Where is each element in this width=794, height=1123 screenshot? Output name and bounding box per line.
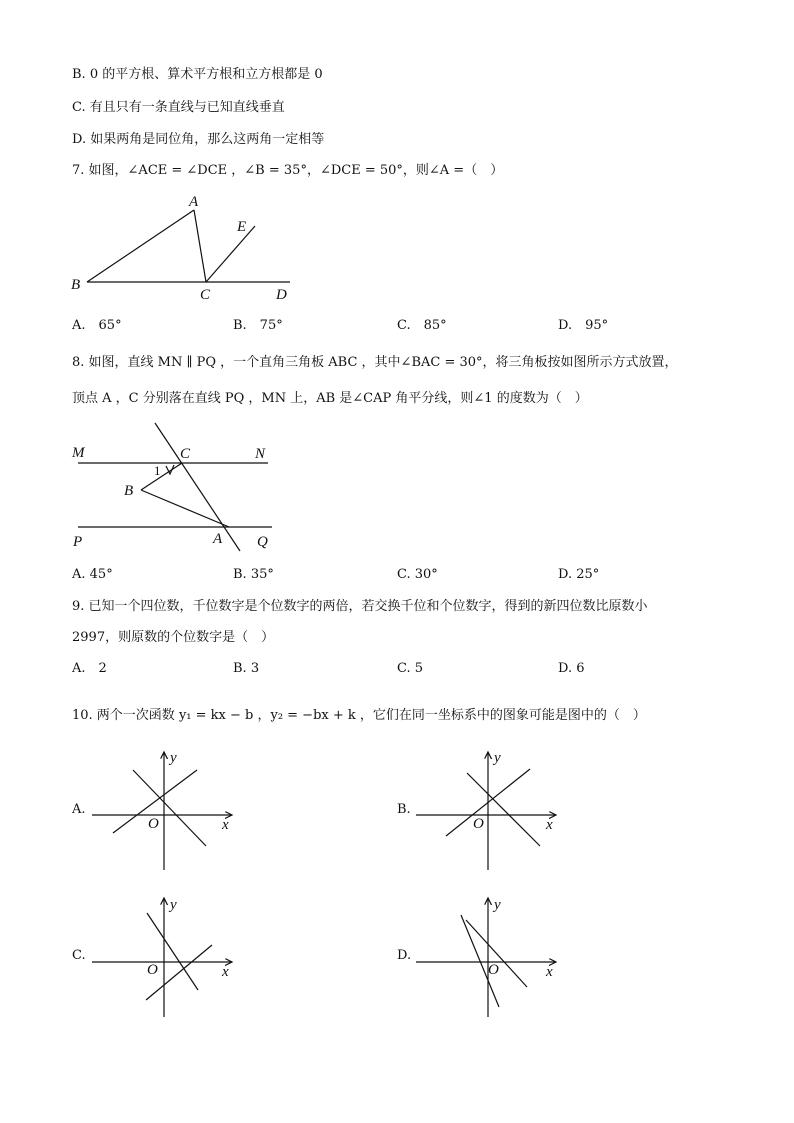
q9-option-a: A. 2 xyxy=(72,661,107,676)
q10-d-y-label: y xyxy=(494,897,501,913)
q8-option-b: B. 35° xyxy=(233,567,274,582)
q7-label-e: E xyxy=(237,219,247,235)
q10-a-x-label: x xyxy=(222,817,229,833)
q10-a-line-2 xyxy=(133,770,206,846)
q9-stem-line1: 9. 已知一个四位数，千位数字是个位数字的两倍，若交换千位和个位数字，得到的新四位数比原数小 xyxy=(72,599,648,614)
q8-option-d: D. 25° xyxy=(558,567,600,582)
q9-option-c: C. 5 xyxy=(397,661,424,676)
q8-stem-line2: 顶点 A ，C 分别落在直线 PQ ，MN 上，AB 是∠CAP 角平分线，则∠1 的度数为（ ） xyxy=(72,391,588,406)
q10-b-line-2 xyxy=(467,773,540,846)
q10-graph-b xyxy=(416,750,556,870)
q8-label-p: P xyxy=(73,534,83,550)
q10-graph-a xyxy=(92,750,232,870)
q7-label-b: B xyxy=(71,277,81,293)
q10-b-x-label: x xyxy=(546,817,553,833)
option-c-statement: C. 有且只有一条直线与已知直线垂直 xyxy=(72,100,285,115)
option-d-statement: D. 如果两角是同位角，那么这两角一定相等 xyxy=(72,132,325,147)
q10-a-origin-label: O xyxy=(148,816,159,832)
q10-d-x-label: x xyxy=(546,964,553,980)
q10-c-x-label: x xyxy=(222,964,229,980)
q10-option-c-letter: C. xyxy=(72,948,86,963)
q8-stem-line1: 8. 如图，直线 MN ∥ PQ ，一个直角三角板 ABC ，其中∠BAC = 30°，将三角板按如图所示方式放置， xyxy=(72,355,678,370)
q8-label-angle-1: 1 xyxy=(154,463,161,478)
q8-option-c: C. 30° xyxy=(397,567,438,582)
q8-label-b: B xyxy=(124,483,134,499)
q7-label-a: A xyxy=(189,194,199,210)
q8-label-c: C xyxy=(180,446,191,462)
q10-c-y-label: y xyxy=(170,897,177,913)
q7-label-c: C xyxy=(200,287,211,303)
q8-label-q: Q xyxy=(257,534,268,550)
q10-b-origin-label: O xyxy=(473,816,484,832)
q10-b-y-label: y xyxy=(494,750,501,766)
q10-d-origin-label: O xyxy=(488,962,499,978)
q10-option-d-letter: D. xyxy=(397,948,412,963)
q9-option-b: B. 3 xyxy=(233,661,260,676)
q7-option-c: C. 85° xyxy=(397,318,447,333)
q10-stem: 10. 两个一次函数 y₁ = kx − b ，y₂ = −bx + k ，它们在同一坐标系中的图象可能是图中的（ ） xyxy=(72,708,646,723)
q10-graph-d xyxy=(416,897,556,1017)
q8-option-a: A. 45° xyxy=(72,567,113,582)
q10-option-b-letter: B. xyxy=(397,802,411,817)
q10-option-a-letter: A. xyxy=(72,802,86,817)
q9-option-d: D. 6 xyxy=(558,661,585,676)
q7-option-a: A. 65° xyxy=(72,318,122,333)
q10-d-line-2 xyxy=(461,915,499,1007)
q9-stem-line2: 2997，则原数的个位数字是（ ） xyxy=(72,630,275,645)
q8-label-a: A xyxy=(213,531,223,547)
q7-option-d: D. 95° xyxy=(558,318,609,333)
q7-stem: 7. 如图，∠ACE = ∠DCE ，∠B = 35°，∠DCE = 50°，则∠A =（ ） xyxy=(72,163,504,178)
option-b-statement: B. 0 的平方根、算术平方根和立方根都是 0 xyxy=(72,67,323,82)
q10-graph-c xyxy=(92,897,232,1017)
q7-option-b: B. 75° xyxy=(233,318,283,333)
q8-label-n: N xyxy=(255,446,266,462)
q8-label-m: M xyxy=(72,445,85,461)
q7-label-d: D xyxy=(276,287,287,303)
q10-a-y-label: y xyxy=(170,750,177,766)
q10-c-origin-label: O xyxy=(147,962,158,978)
